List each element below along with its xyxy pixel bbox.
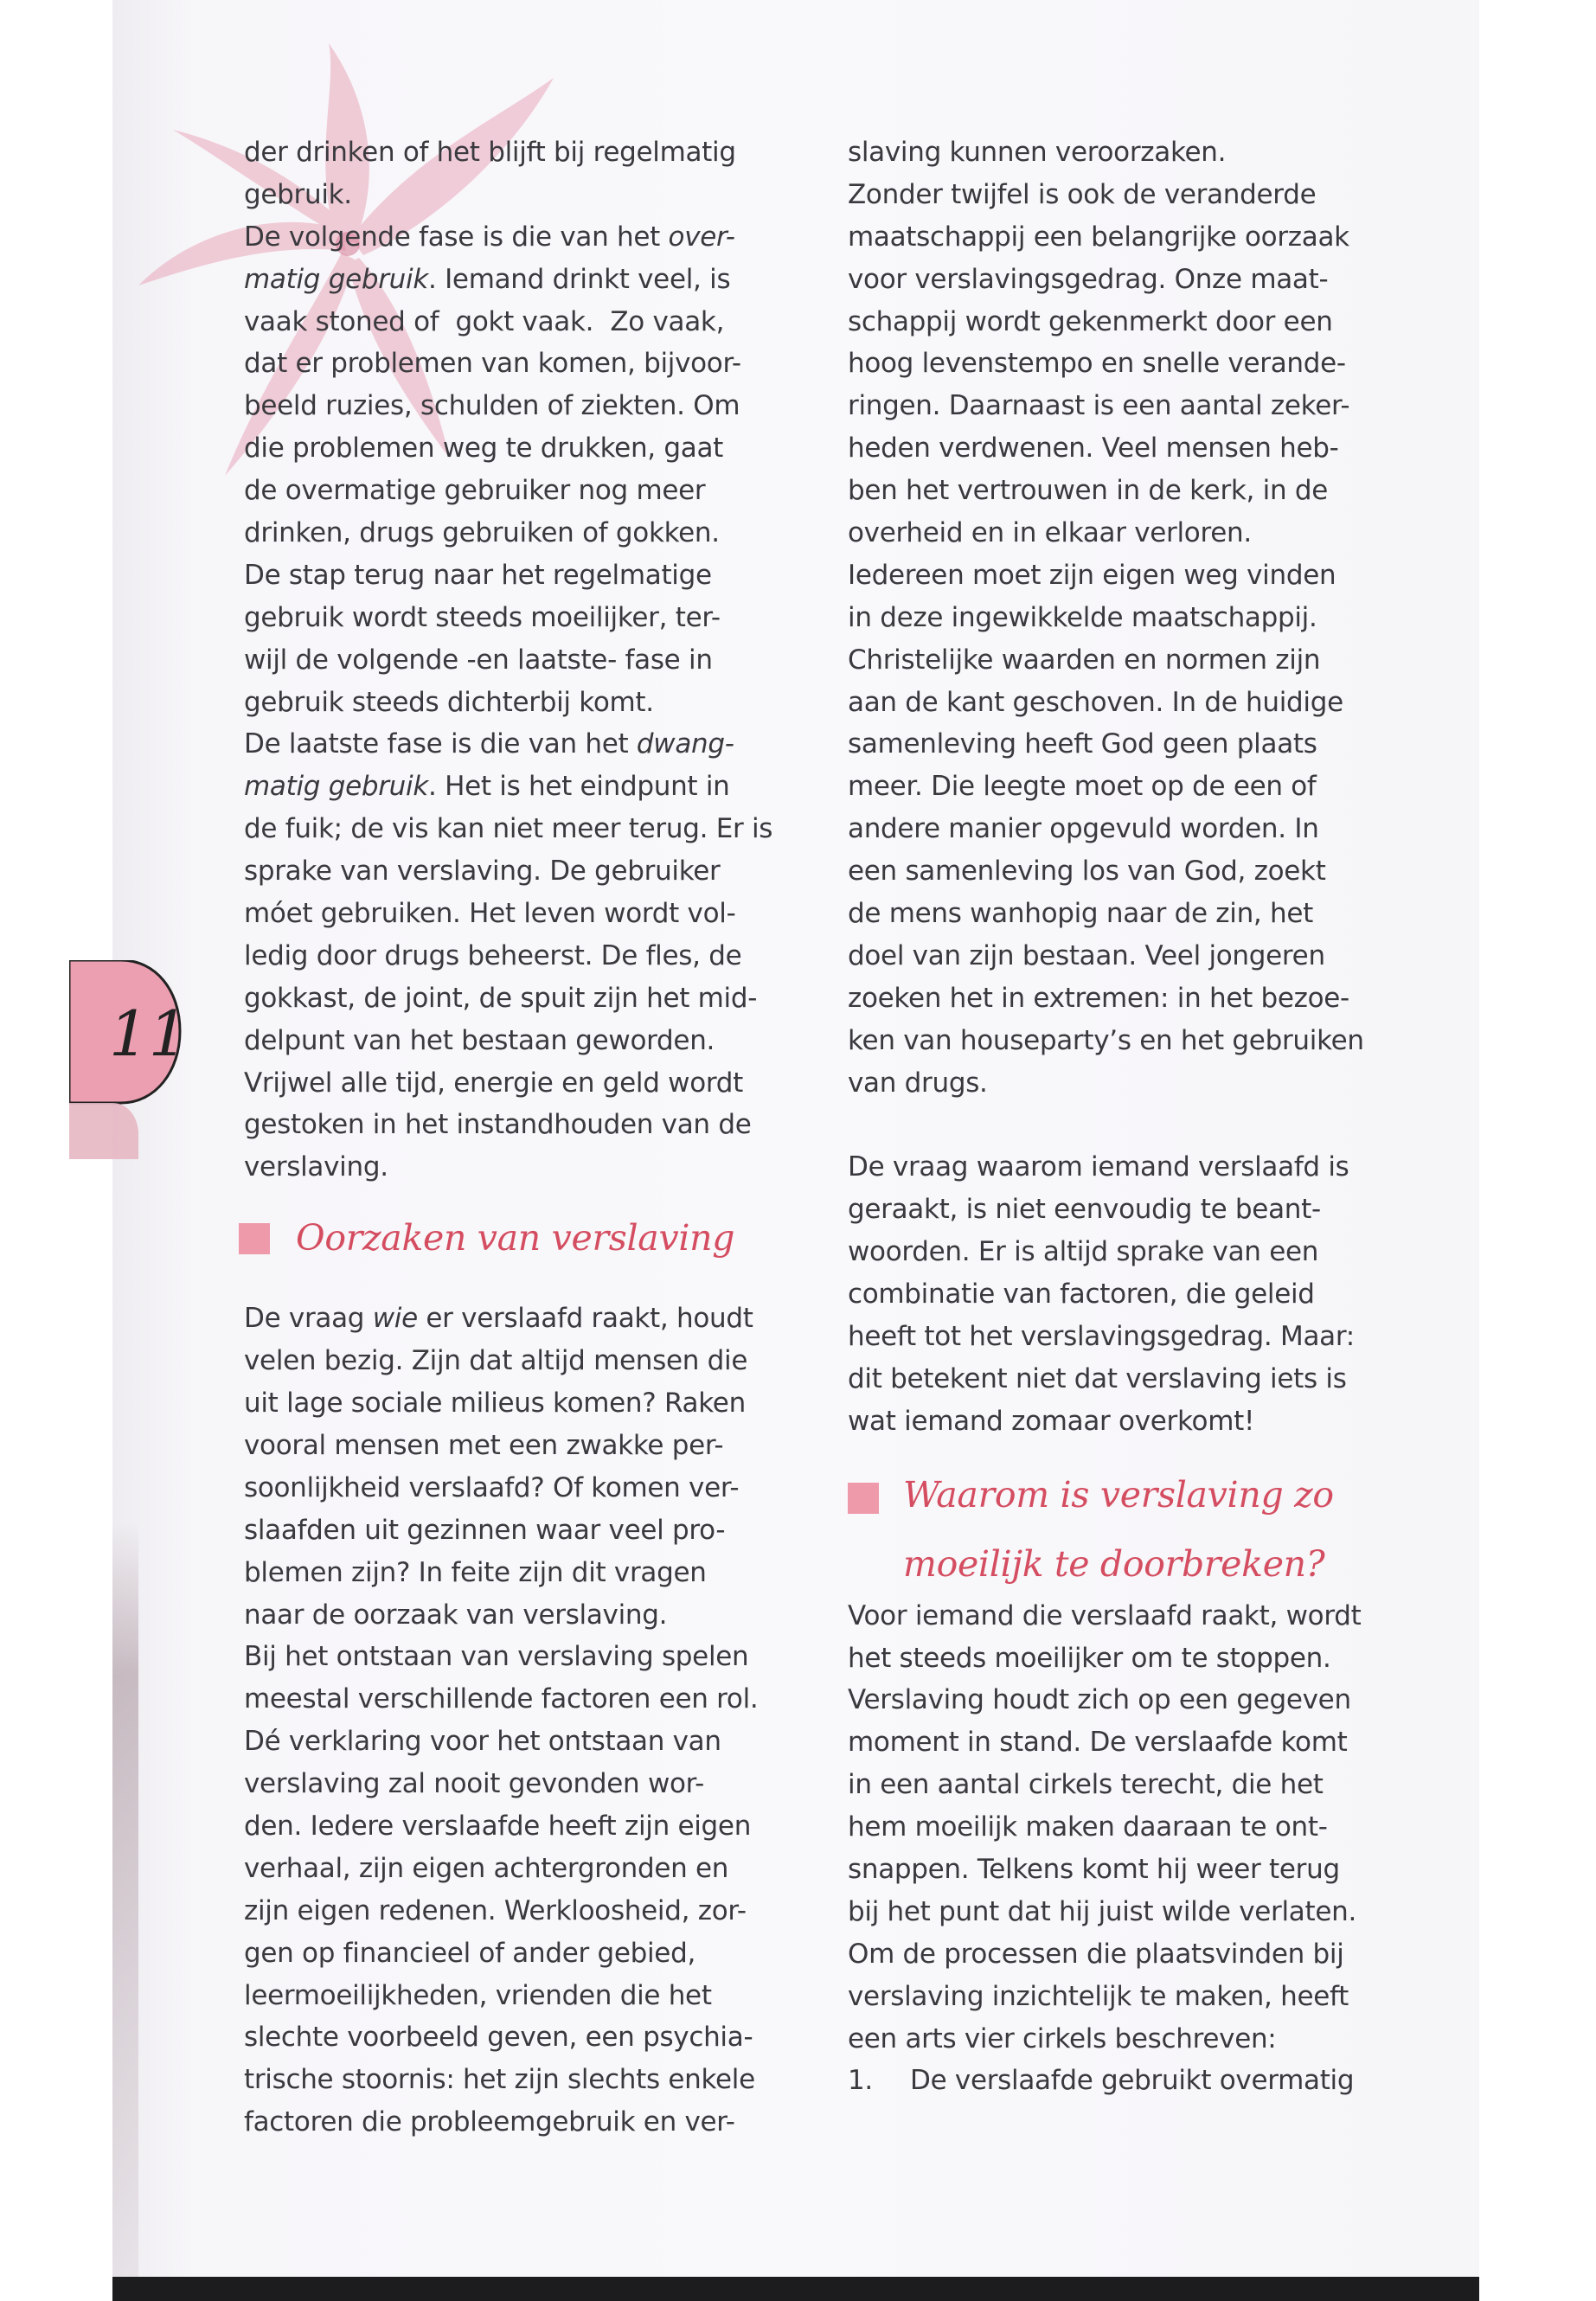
text-run: . Iemand drinkt veel, is [427,263,731,295]
text-line: ben het vertrouwen in de kerk, in de [848,475,1329,507]
text-line [244,1298,798,1340]
section-heading [244,1199,798,1285]
text-line: der drinken of het blijft bij regelmatig [244,137,736,168]
text-line: een arts vier cirkels beschreven: [848,2022,1277,2054]
list-item-text: De verslaafde gebruikt overmatig [910,2065,1355,2097]
heading-text-line: Waarom is verslaving zo [903,1473,1334,1516]
text-line: zijn eigen redenen. Werkloosheid, zor- [244,1894,747,1926]
page-number-tab [69,960,190,1159]
text-line: gebruik. [244,178,352,210]
text-line: beeld ruzies, schulden of ziekten. Om [244,390,740,422]
text-line: delpunt van het bestaan geworden. [244,1024,715,1056]
heading-marker-square [848,1483,879,1514]
text-line: slaafden uit gezinnen waar veel pro- [244,1514,726,1546]
text-line: blemen zijn? In feite zijn dit vragen [244,1556,707,1588]
text-line: naar de oorzaak van verslaving. [244,1599,668,1631]
text-line: andere manier opgevuld worden. In [848,813,1319,845]
text-run: De laatste fase is die van het [244,728,637,760]
text-line: hoog levenstempo en snelle verande- [848,348,1346,380]
text-line: sprake van verslaving. De gebruiker [244,856,721,888]
text-line: samenleving heeft God geen plaats [848,728,1317,760]
text-line: verslaving. [244,1151,388,1183]
text-line: leermoeilijkheden, vrienden die het [244,1979,712,2011]
text-line: snappen. Telkens komt hij weer terug [848,1853,1340,1885]
text-line: heden verdwenen. Veel mensen heb- [848,433,1339,465]
text-line: trische stoornis: het zijn slechts enkele [244,2064,755,2096]
text-line: de mens wanhopig naar de zin, het [848,898,1314,930]
list-item [848,2060,1401,2102]
text-line: moment in stand. De verslaafde komt [848,1727,1348,1759]
text-line: woorden. Er is altijd sprake van een [848,1236,1319,1268]
left-column [244,131,798,2144]
text-line: aan de kant geschoven. In de huidige [848,686,1343,718]
text-line: den. Iedere verslaafde heeft zijn eigen [244,1810,752,1842]
text-line: gestoken in het instandhouden van de [244,1109,752,1141]
text-line: maatschappij een belangrijke oorzaak [848,221,1349,253]
text-line: Zonder twijfel is ook de veranderde [848,178,1317,210]
emphasis-text: over- [668,221,735,253]
text-line: de fuik; de vis kan niet meer terug. Er is [244,813,773,845]
text-line: verslaving inzichtelijk te maken, heeft [848,1980,1349,2012]
text-line: Dé verklaring voor het ontstaan van [244,1726,721,1758]
emphasis-text: wie [372,1303,418,1335]
text-run: De vraag [244,1303,373,1335]
text-line: uit lage sociale milieus komen? Raken [244,1388,746,1420]
text-line: vaak stoned of gokt vaak. Zo vaak, [244,305,725,337]
text-line: doel van zijn bestaan. Veel jongeren [848,939,1325,971]
text-line: factoren die probleemgebruik en ver- [244,2106,735,2138]
text-line: zoeken het in extremen: in het bezoe- [848,982,1349,1014]
text-line: van drugs. [848,1067,988,1099]
text-line: wat iemand zomaar overkomt! [848,1405,1255,1437]
text-line: De vraag waarom iemand verslaafd is [848,1151,1349,1183]
emphasis-text: matig gebruik [244,263,428,295]
text-line [244,766,798,808]
text-line: velen bezig. Zijn dat altijd mensen die [244,1345,748,1377]
text-line: De stap terug naar het regelmatige [244,559,712,591]
text-run: De volgende fase is die van het [244,221,669,253]
text-line: het steeds moeilijker om te stoppen. [848,1642,1331,1674]
text-line: Om de processen die plaatsvinden bij [848,1938,1344,1970]
text-line: de overmatige gebruiker nog meer [244,475,706,507]
text-line: wijl de volgende -en laatste- fase in [244,644,713,676]
text-line [244,259,798,301]
text-line: in een aantal cirkels terecht, die het [848,1769,1324,1801]
text-line: meestal verschillende factoren een rol. [244,1683,759,1715]
right-outer-margin [1479,0,1596,2301]
text-line: die problemen weg te drukken, gaat [244,433,724,465]
text-line: Verslaving houdt zich op een gegeven [848,1684,1351,1716]
text-line: soonlijkheid verslaafd? Of komen ver- [244,1471,740,1503]
text-line: voor verslavingsgedrag. Onze maat- [848,263,1329,295]
text-line: gebruik wordt steeds moeilijker, ter- [244,601,721,633]
text-line: ringen. Daarnaast is een aantal zeker- [848,390,1350,422]
bottom-edge-bar [112,2277,1479,2301]
text-line: gokkast, de joint, de spuit zijn het mid- [244,982,758,1014]
text-line: schappij wordt gekenmerkt door een [848,305,1333,337]
text-line: slechte voorbeeld geven, een psychia- [244,2022,753,2054]
list-number: 1. [848,2065,873,2097]
right-column [848,131,1401,2102]
text-line: verhaal, zijn eigen achtergronden en [244,1852,729,1884]
text-line: Bij het ontstaan van verslaving spelen [244,1641,749,1673]
text-line: overheid en in elkaar verloren. [848,517,1252,549]
emphasis-text: dwang- [636,728,734,760]
text-line: ledig door drugs beheerst. De fles, de [244,939,742,971]
text-line: in deze ingewikkelde maatschappij. [848,601,1317,633]
text-line: verslaving zal nooit gevonden wor- [244,1768,705,1800]
emphasis-text: matig gebruik [244,771,428,803]
text-line: dat er problemen van komen, bijvoor- [244,348,741,380]
heading-marker-square [239,1223,270,1254]
text-line: Christelijke waarden en normen zijn [848,644,1321,676]
paragraph-gap [848,1104,1401,1146]
text-line: gen op financieel of ander gebied, [244,1937,696,1969]
heading-text-line: moeilijk te doorbreken? [903,1542,1325,1585]
text-line: drinken, drugs gebruiken of gokken. [244,517,720,549]
text-line: heeft tot het verslavingsgedrag. Maar: [848,1320,1355,1352]
text-line: Iedereen moet zijn eigen weg vinden [848,559,1336,591]
text-line: een samenleving los van God, zoekt [848,856,1326,888]
text-line: slaving kunnen veroorzaken. [848,137,1227,168]
text-line: Voor iemand die verslaafd raakt, wordt [848,1599,1362,1631]
text-line: móet gebruiken. Het leven wordt vol- [244,898,736,930]
text-run: . Het is het eindpunt in [427,771,730,803]
page-number: 11 [109,997,189,1070]
section-heading [848,1452,1401,1585]
text-line: ken van houseparty’s en het gebruiken [848,1024,1364,1056]
text-line: geraakt, is niet eenvoudig te beant- [848,1194,1321,1226]
text-line [244,216,798,259]
text-line: combinatie van factoren, die geleid [848,1279,1315,1311]
page-gutter-shadow [112,1522,138,2284]
text-line: dit betekent niet dat verslaving iets is [848,1362,1347,1394]
text-line: Vrijwel alle tijd, energie en geld wordt [244,1067,744,1099]
text-line: gebruik steeds dichterbij komt. [244,686,654,718]
text-line [244,723,798,766]
text-line: vooral mensen met een zwakke per- [244,1429,724,1461]
text-line: meer. Die leegte moet op de een of [848,771,1317,803]
text-line: bij het punt dat hij juist wilde verlaten. [848,1895,1356,1927]
heading-text: Oorzaken van verslaving [296,1217,735,1259]
text-run: er verslaafd raakt, houdt [417,1303,753,1335]
text-line: hem moeilijk maken daaraan te ont- [848,1811,1328,1843]
